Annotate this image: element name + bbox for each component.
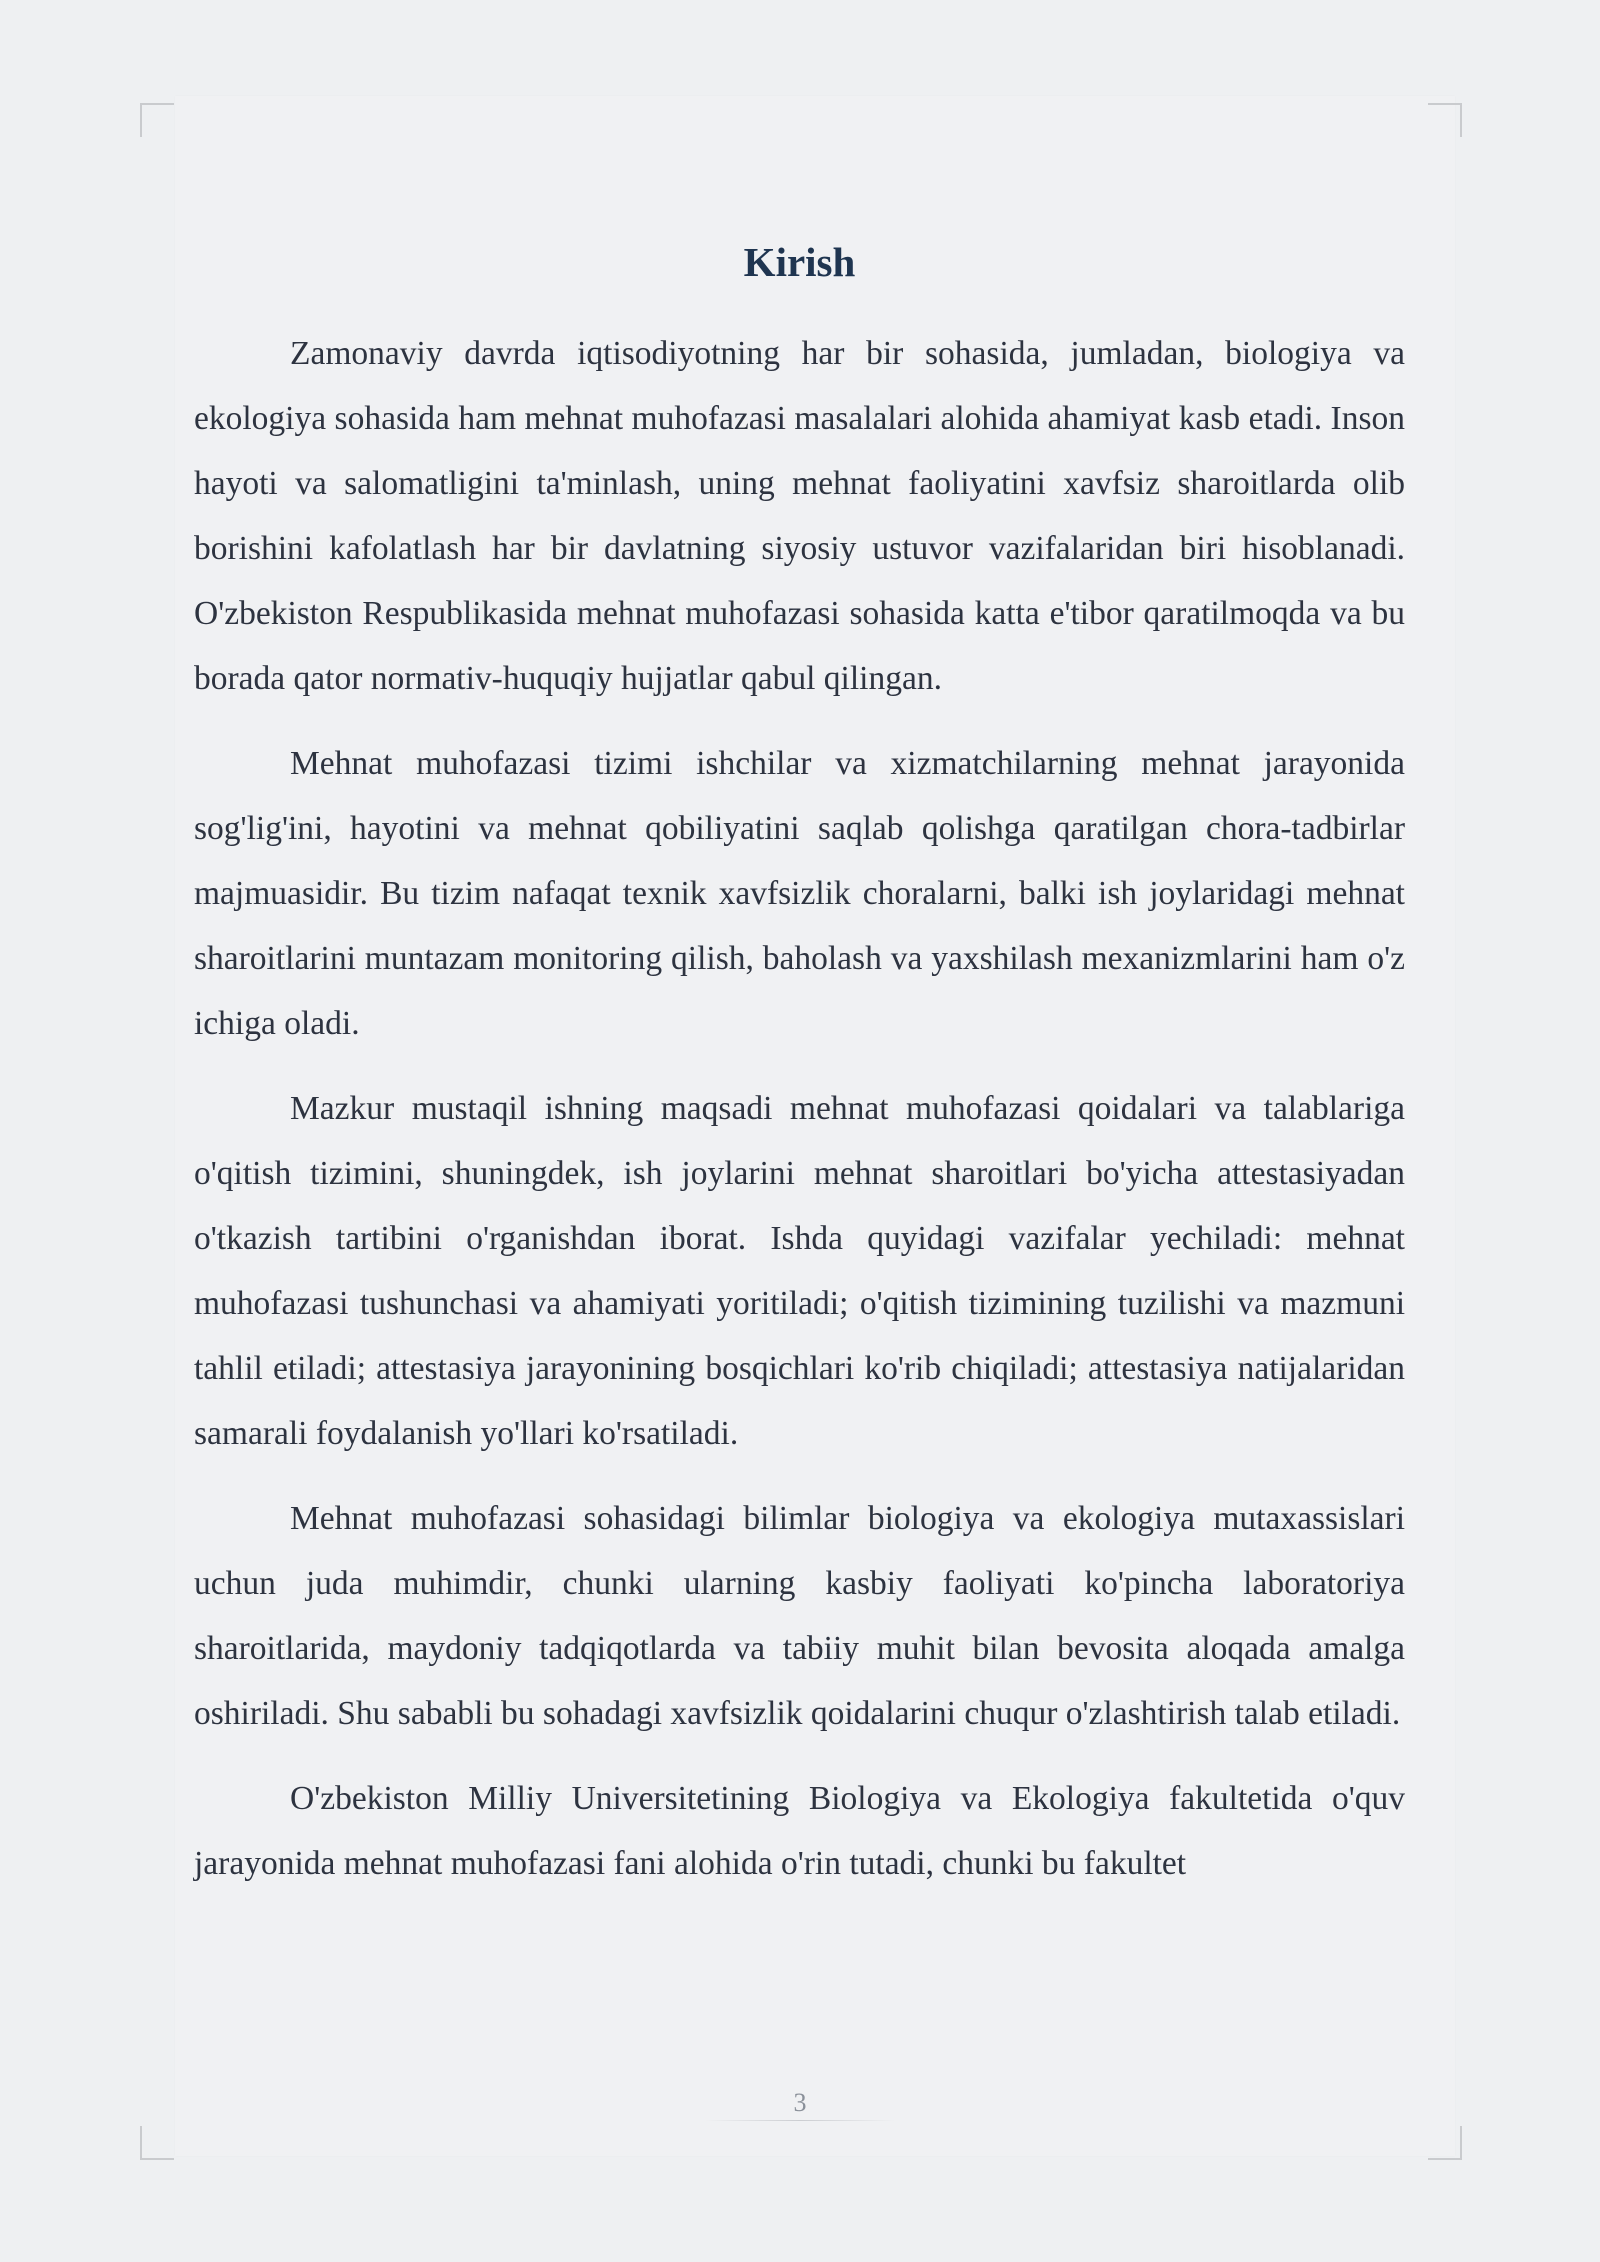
- paragraph-2: Mehnat muhofazasi tizimi ishchilar va xizmatchilarning mehnat jarayonida sog'lig'ini, hayotini va mehnat qobiliyatini saqlab qolishga qaratilgan chora-tadbirlar majmuasidir. Bu tizim nafaqat texnik xavfsizlik choralarni, balki ish joylaridagi mehnat sharoitlarini muntazam monitoring qilish, baholash va yaxshilash mexanizmlarini ham o'z ichiga oladi.: [194, 745, 1405, 1043]
- page-corner-mark-bottom-right: [1428, 2126, 1462, 2160]
- page-corner-mark-top-right: [1428, 103, 1462, 137]
- paragraph-4: Mehnat muhofazasi sohasidagi bilimlar biologiya va ekologiya mutaxassislari uchun juda muhimdir, chunki ularning kasbiy faoliyati ko'pincha laboratoriya sharoitlarida, maydoniy tadqiqotlarda va tabiiy muhit bilan bevosita aloqada amalga oshiriladi. Shu sababli bu sohadagi xavfsizlik qoidalarini chuqur o'zlashtirish talab etiladi.: [194, 1500, 1405, 1733]
- page-number: 3: [793, 2088, 807, 2117]
- page-number-underline: [705, 2120, 895, 2121]
- section-heading: Kirish: [743, 239, 856, 285]
- page-corner-mark-top-left: [140, 103, 174, 137]
- paragraph-5: O'zbekiston Milliy Universitetining Biologiya va Ekologiya fakultetida o'quv jarayonida mehnat muhofazasi fani alohida o'rin tutadi, chunki bu fakultet: [194, 1780, 1405, 1883]
- page-corner-mark-bottom-left: [140, 2126, 174, 2160]
- paragraph-1: Zamonaviy davrda iqtisodiyotning har bir sohasida, jumladan, biologiya va ekologiya sohasida ham mehnat muhofazasi masalalari alohida ahamiyat kasb etadi. Inson hayoti va salomatligini ta'minlash, uning mehnat faoliyatini xavfsiz sharoitlarda olib borishini kafolatlash har bir davlatning siyosiy ustuvor vazifalaridan biri hisoblanadi. O'zbekiston Respublikasida mehnat muhofazasi sohasida katta e'tibor qaratilmoqda va bu borada qator normativ-huquqiy hujjatlar qabul qilingan.: [194, 335, 1405, 698]
- document-body: [194, 230, 1405, 1916]
- paragraph-3: Mazkur mustaqil ishning maqsadi mehnat muhofazasi qoidalari va talablariga o'qitish tizimini, shuningdek, ish joylarini mehnat sharoitlari bo'yicha attestasiyadan o'tkazish tartibini o'rganishdan iborat. Ishda quyidagi vazifalar yechiladi: mehnat muhofazasi tushunchasi va ahamiyati yoritiladi; o'qitish tizimining tuzilishi va mazmuni tahlil etiladi; attestasiya jarayonining bosqichlari ko'rib chiqiladi; attestasiya natijalaridan samarali foydalanish yo'llari ko'rsatiladi.: [194, 1090, 1405, 1453]
